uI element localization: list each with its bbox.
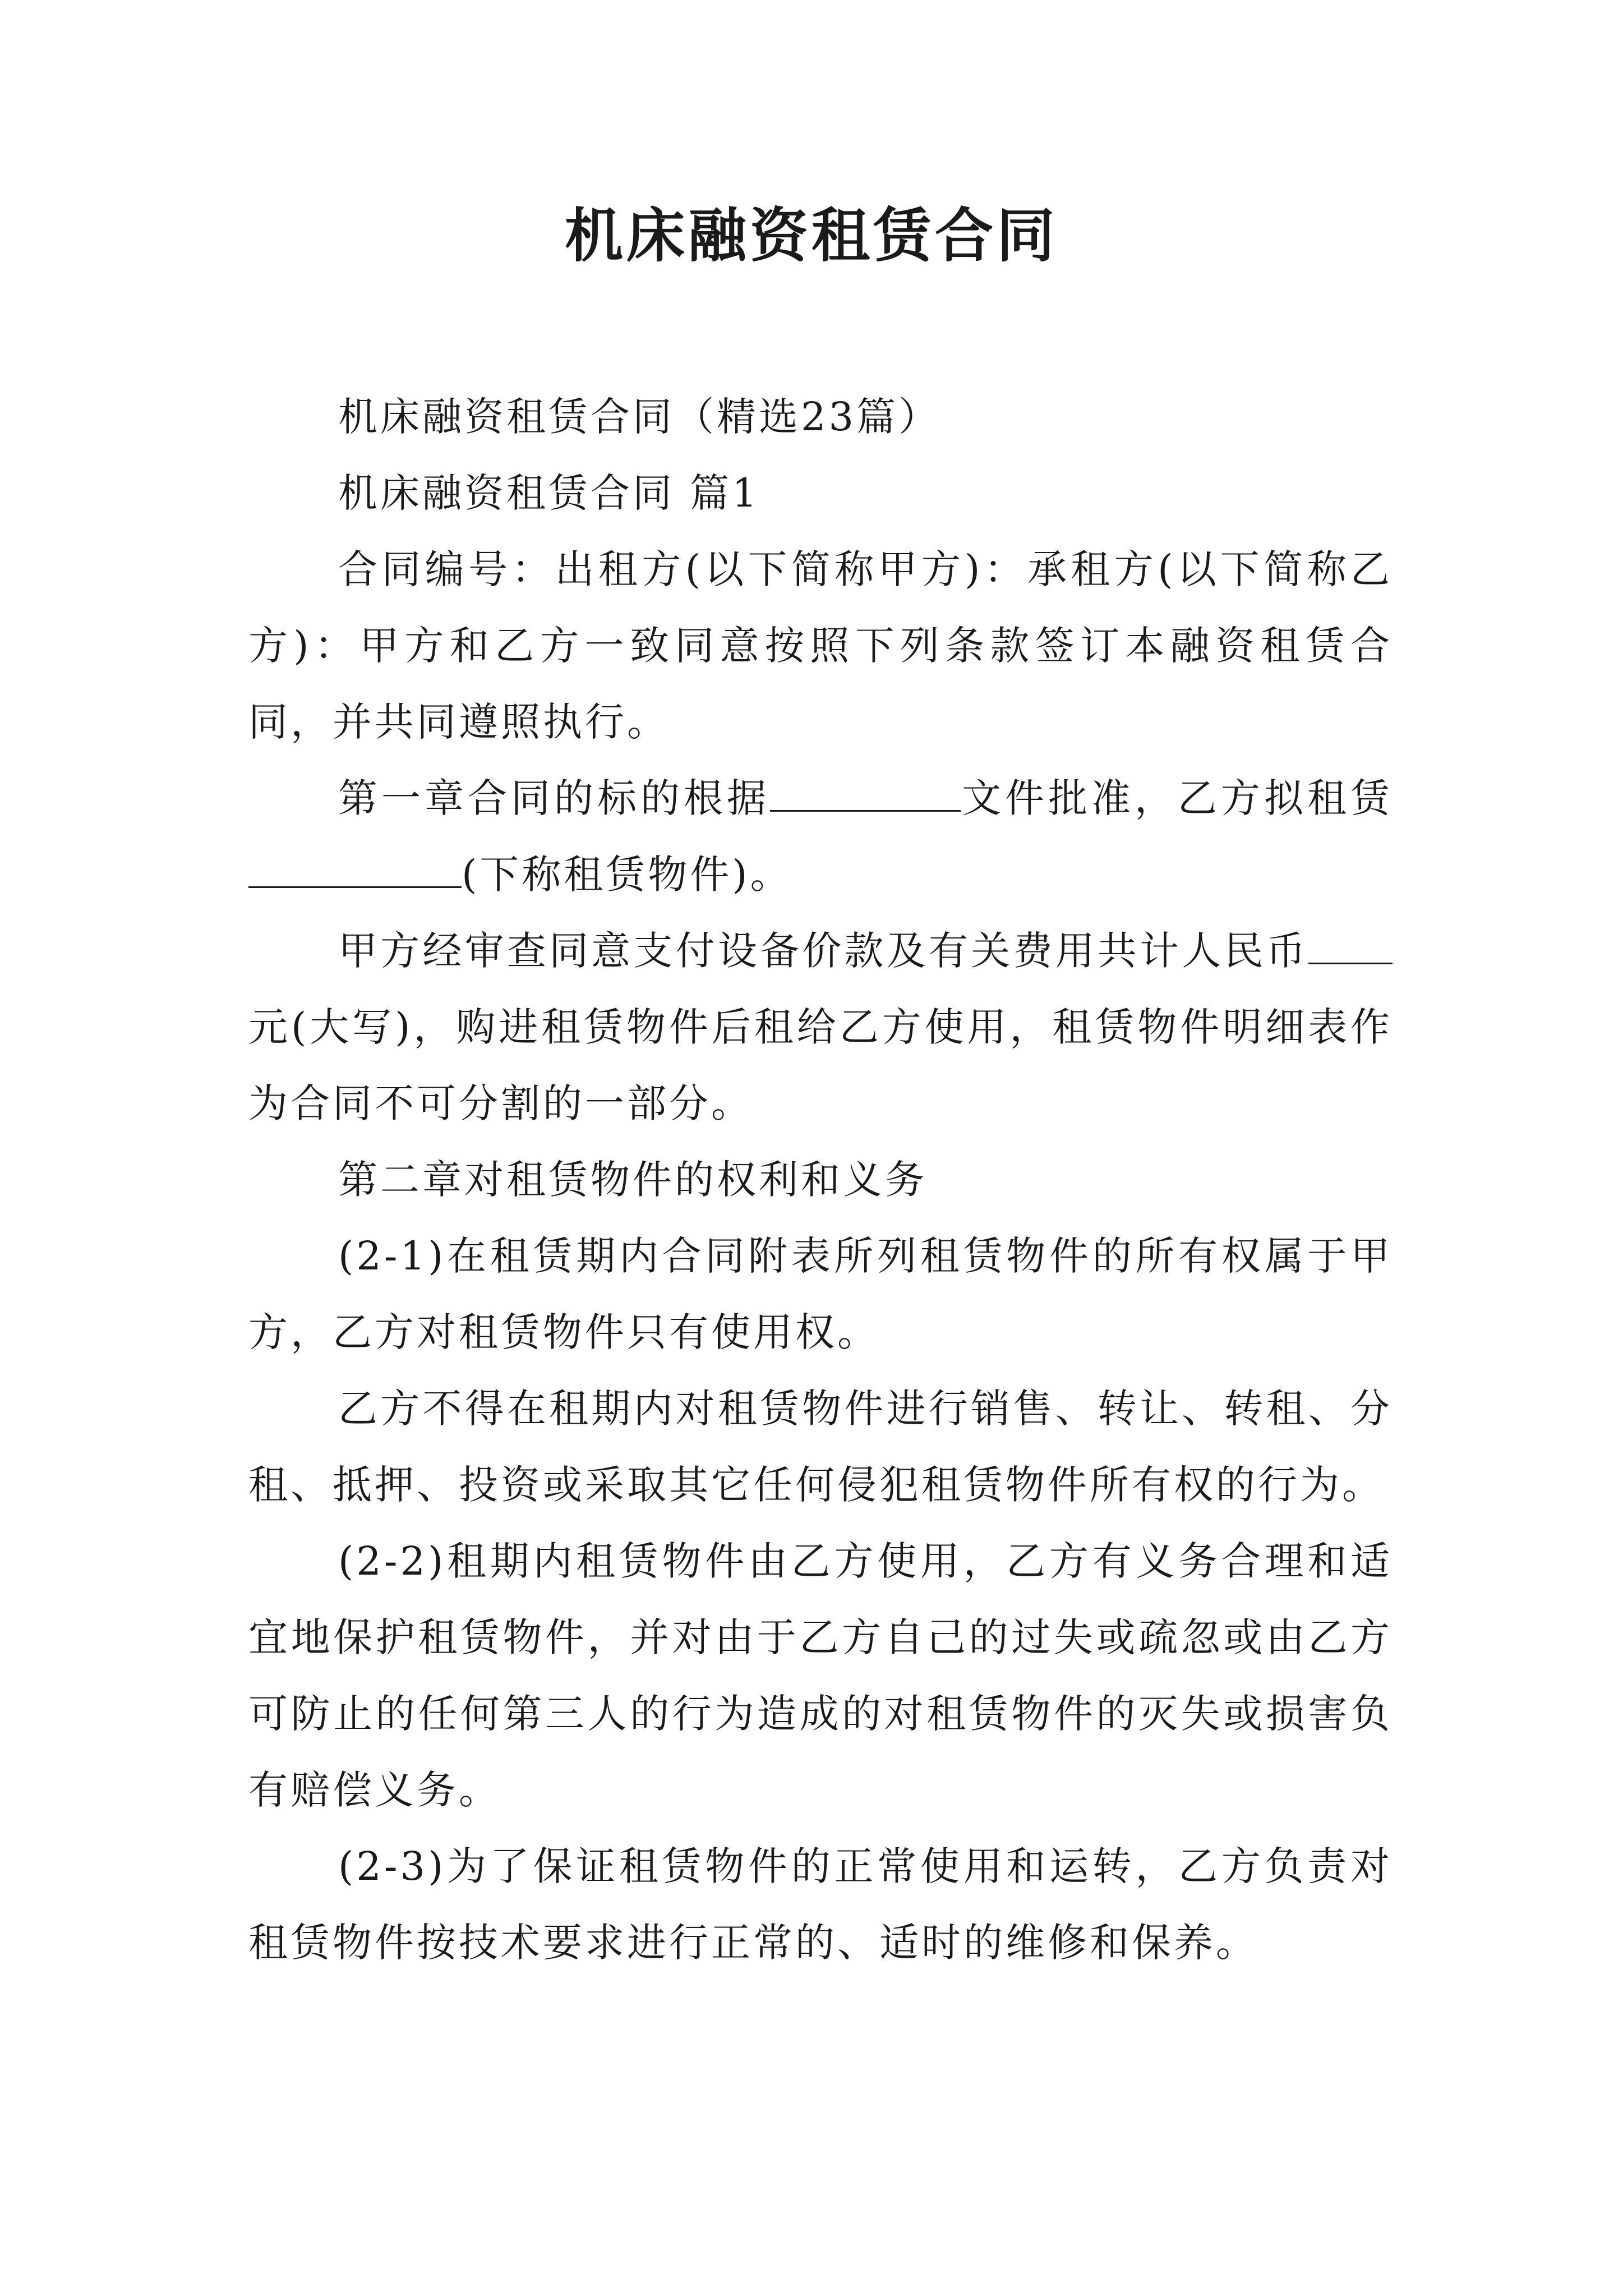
fill-in-blank-amount (1308, 929, 1393, 964)
chapter-one-text-b: 文件批准，乙方拟租赁 (961, 775, 1393, 821)
paragraph-clause-2-1: (2-1)在租赁期内合同附表所列租赁物件的所有权属于甲方，乙方对租赁物件只有使用权。 (248, 1233, 1393, 1355)
paragraph-chapter-one (248, 760, 1393, 913)
paragraph-section-heading: 机床融资租赁合同 篇1 (338, 470, 760, 516)
paragraph-contract-intro: 合同编号：出租方(以下简称甲方)：承租方(以下简称乙方)：甲方和乙方一致同意按照下列条款签订本融资租赁合同，并共同遵照执行。 (248, 546, 1393, 745)
payment-text-a: 甲方经审查同意支付设备价款及有关费用共计人民币 (338, 928, 1308, 974)
chapter-one-text-a: 第一章合同的标的根据 (338, 775, 770, 821)
document-title: 机床融资租赁合同 (564, 201, 1058, 270)
paragraph-clause-prohibitions: 乙方不得在租期内对租赁物件进行销售、转让、转租、分租、抵押、投资或采取其它任何侵犯租赁物件所有权的行为。 (248, 1386, 1393, 1508)
paragraph-clause-2-2: (2-2)租期内租赁物件由乙方使用，乙方有义务合理和适宜地保护租赁物件，并对由于乙方自己的过失或疏忽或由乙方可防止的任何第三人的行为造成的对租赁物件的灭失或损害负有赔偿义务。 (248, 1538, 1393, 1813)
paragraph-clause-2-3: (2-3)为了保证租赁物件的正常使用和运转，乙方负责对租赁物件按技术要求进行正常的、适时的维修和保养。 (248, 1843, 1393, 1966)
fill-in-blank-leased-item (248, 853, 462, 888)
chapter-one-text-c: (下称租赁物件)。 (462, 852, 792, 898)
payment-text-b: 元(大写)，购进租赁物件后租给乙方使用，租赁物件明细表作为合同不可分割的一部分。 (248, 1004, 1393, 1126)
paragraph-subtitle: 机床融资租赁合同（精选23篇） (338, 394, 941, 440)
document-body (248, 379, 1393, 1981)
paragraph-payment (248, 913, 1393, 1142)
fill-in-blank-document (770, 776, 961, 812)
paragraph-chapter-two: 第二章对租赁物件的权利和义务 (338, 1157, 927, 1203)
